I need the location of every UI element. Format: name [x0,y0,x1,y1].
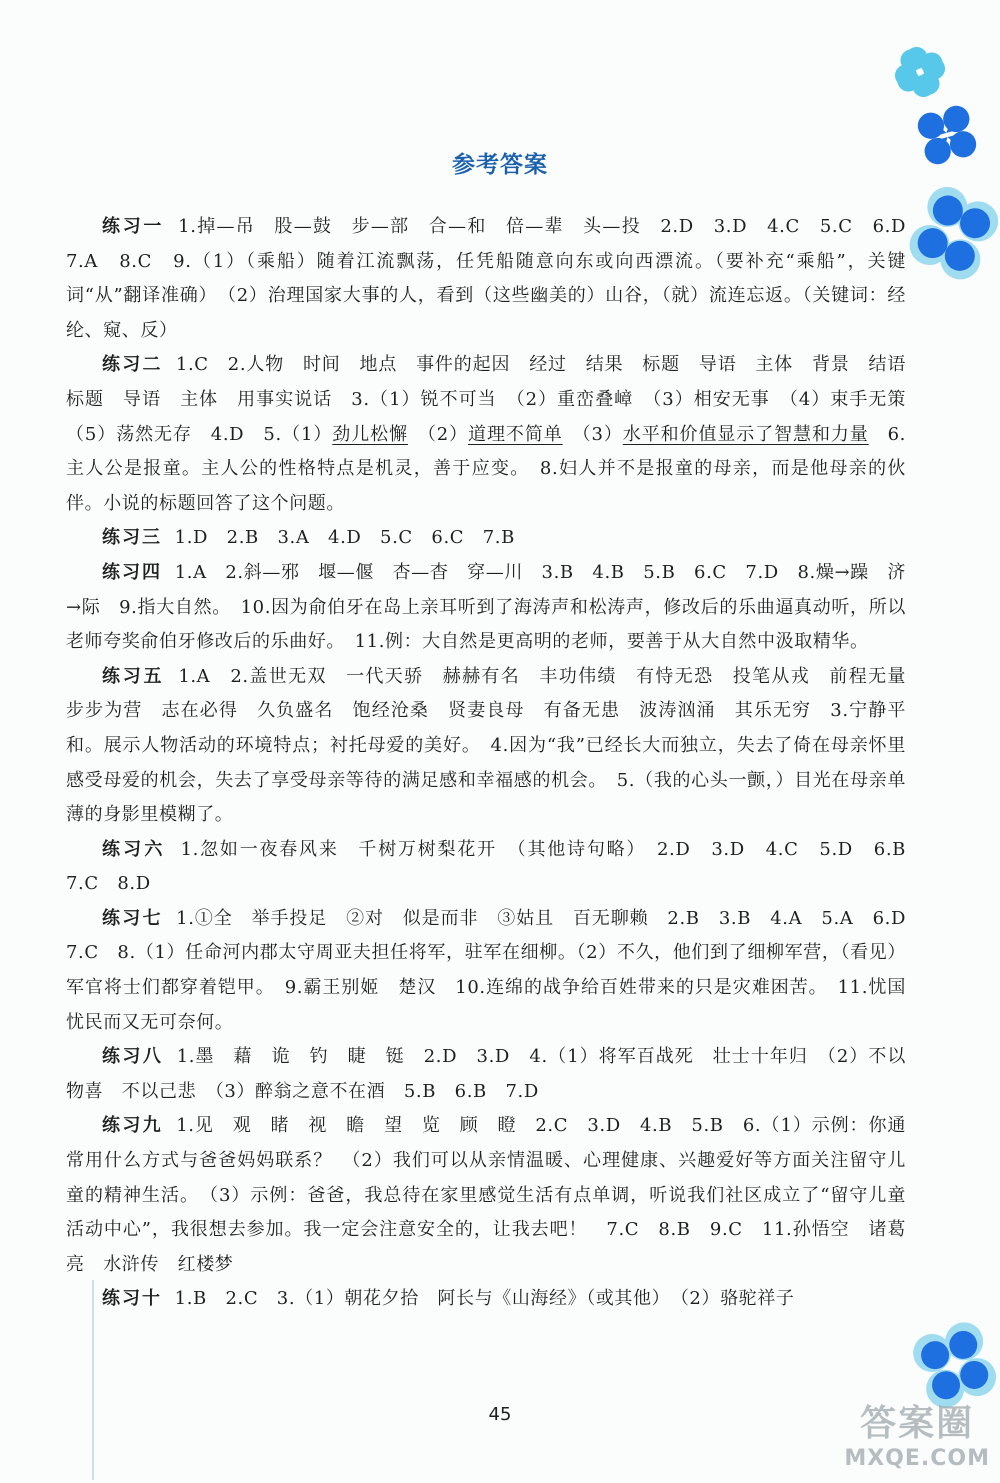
exercise-answers: 1.A 2.斜—邪 堰—偃 杏—杳 穿—川 3.B 4.B 5.B 6.C 7.D 8.燥→躁 济→际 9.指大自然。 10.因为俞伯牙在岛上亲耳听到了海涛声和松涛声，修改后的乐曲逼真动听，所以老师夸奖俞伯牙修改后的乐曲好。 11.例：大自然是更高明的老师，要善于从大自然中汲取精华。 [66,561,906,653]
exercise-2 [66,348,925,521]
answer-content [66,210,925,1317]
exercise-3 [66,521,906,556]
exercise-label: 练习七 [102,907,163,929]
exercise-answers: 1.掉—吊 股—鼓 步—部 合—和 倍—辈 头—投 2.D 3.D 4.C 5.C 6.D 7.A 8.C 9.（1）（乘船）随着江流飘荡，任凭船随意向东或向西漂流。（要补充“乘船”，关键词“从”翻译准确） （2）治理国家大事的人，看到（这些幽美的）山谷，（就）流连忘返。（关键词：经纶、窥、反） [66,216,925,341]
watermark-main: 答案圈 [860,1403,975,1444]
page-title: 参考答案 [452,152,548,178]
exercise-label: 练习八 [102,1046,164,1068]
exercise-answers: 1.C 2.人物 时间 地点 事件的起因 经过 结果 标题 导语 主体 背景 结语 标题 导语 主体 用事实说话 3.（1）锐不可当 （2）重峦叠嶂 （3）相安无事 （4）束手无策 （5）荡然无存 4.D 5.（1） [66,354,925,445]
exercise-label: 练习四 [102,561,163,583]
exercise-label: 练习三 [102,527,162,549]
exercise-answers: （2） [407,423,469,445]
exercise-7 [66,902,925,1040]
exercise-6 [66,833,925,902]
exercise-answers: 1.D 2.B 3.A 4.D 5.C 6.C 7.B [174,527,515,549]
exercise-answers: 1.B 2.C 3.（1）朝花夕拾 阿长与《山海经》（或其他） （2）骆驼祥子 [174,1288,795,1310]
exercise-4 [66,556,906,660]
exercise-answers: 1.见 观 睹 视 瞻 望 览 顾 瞪 2.C 3.D 4.B 5.B 6.（1）示例：你通常用什么方式与爸爸妈妈联系？ （2）我们可以从亲情温暖、心理健康、兴趣爱好等方面关注留守儿童的精神生活。 （3）示例：爸爸，我总待在家里感觉生活有点单调，听说我们社区成立了“留守儿童活动中心”，我很想去参加。我一定会注意安全的，让我去吧！ 7.C 8.B 9.C 11.孙悟空 诸葛亮 水浒传 红楼梦 [66,1115,906,1275]
exercise-answers: 1.墨 藉 诡 钓 睫 铤 2.D 3.D 4.（1）将军百战死 壮士十年归 （2）不以物喜 不以己悲 （3）醉翁之意不在酒 5.B 6.B 7.D [66,1046,906,1102]
exercise-9 [66,1109,906,1282]
watermark-sub: MXQE.COM [844,1446,990,1471]
exercise-10 [66,1282,906,1317]
exercise-label: 练习一 [102,216,165,237]
exercise-5 [66,660,925,833]
underlined-answer: 道理不简单 [468,423,563,445]
exercise-answers: 1.①全 举手投足 ②对 似是而非 ③姑且 百无聊赖 2.B 3.B 4.A 5.A 6.D 7.C 8.（1）任命河内郡太守周亚夫担任将军，驻军在细柳。（2）不久，他们到了细柳军营，（看见）军官将士们都穿着铠甲。 9.霸王别姬 楚汉 10.连绵的战争给百姓带来的只是灾难困苦。 11.忧国忧民而又无可奈何。 [66,907,925,1033]
exercise-answers: 1.A 2.盖世无双 一代天骄 赫赫有名 丰功伟绩 有恃无恐 投笔从戎 前程无量 步步为营 志在必得 久负盛名 饱经沧桑 贤妻良母 有备无患 波涛汹涌 其乐无穷 3.宁静平和。展示人物活动的环境特点；衬托母爱的美好。 4.因为“我”已经长大而独立，失去了倚在母亲怀里感受母爱的机会，失去了享受母亲等待的满足感和幸福感的机会。 5.（我的心头一颤，）目光在母亲单薄的身影里模糊了。 [66,665,925,826]
exercise-1 [66,210,925,348]
clover-light-icon [888,40,952,104]
exercise-answers: （3） [562,423,623,445]
page-number: 45 [488,1404,512,1425]
exercise-8 [66,1040,906,1109]
underlined-answer: 劲儿松懈 [332,423,408,445]
exercise-label: 练习二 [102,354,163,376]
underlined-answer: 水平和价值显示了智慧和力量 [622,423,869,445]
exercise-answers: 6.主人公是报童。主人公的性格特点是机灵，善于应变。 8.妇人并不是报童的母亲，而是他母亲的伙伴。小说的标题回答了这个问题。 [66,423,906,514]
exercise-label: 练习六 [102,838,166,860]
exercise-label: 练习九 [102,1115,163,1137]
watermark-logo [844,1395,990,1471]
exercise-label: 练习五 [102,665,165,687]
exercise-answers: 1.忽如一夜春风来 千树万树梨花开 （其他诗句略） 2.D 3.D 4.C 5.D 6.B 7.C 8.D [66,838,925,895]
exercise-label: 练习十 [102,1288,162,1310]
